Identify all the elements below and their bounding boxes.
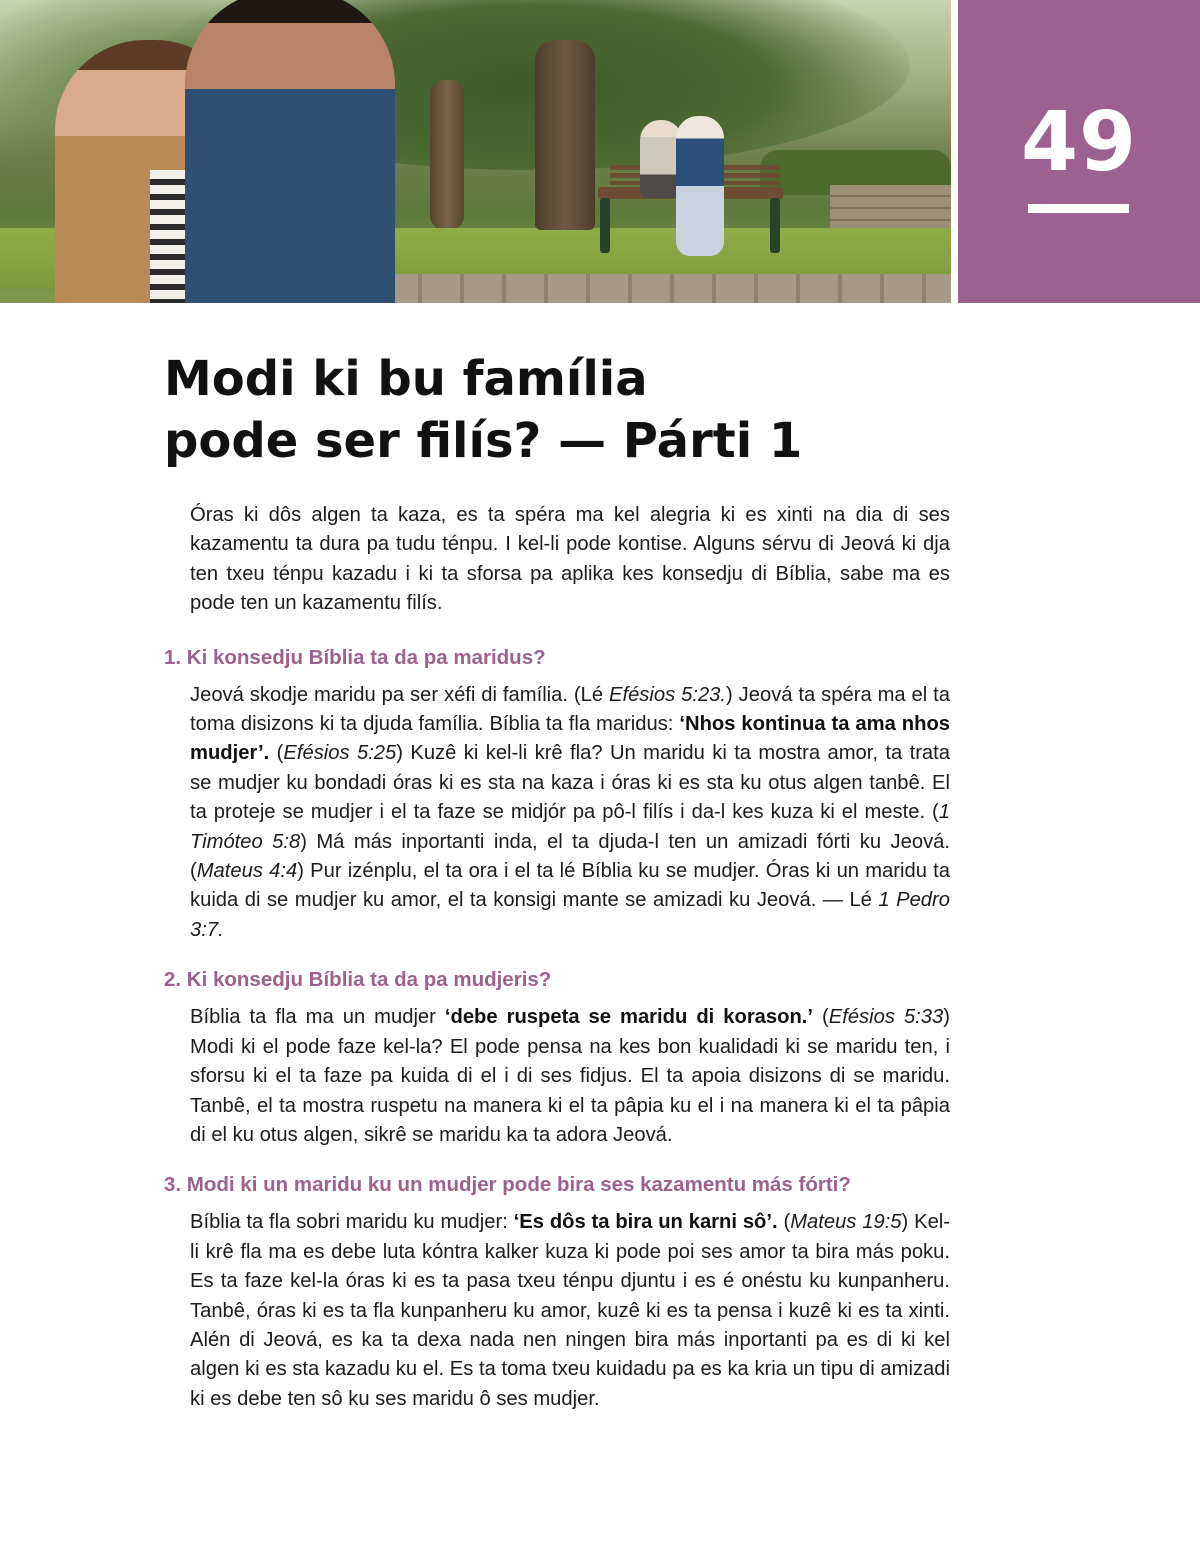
section-paragraph (190, 681, 950, 946)
text-run: Bíblia ta fla sobri maridu ku mudjer: (190, 1211, 514, 1234)
lesson-title-line-1: Modi ki bu família (164, 351, 648, 407)
text-run: ( (813, 1006, 829, 1029)
scripture-reference: Mateus 4:4 (196, 860, 298, 883)
text-run: ( (777, 1211, 791, 1234)
text-run: ( (269, 742, 284, 765)
elderly-woman-figure (676, 116, 724, 256)
tree-trunk (535, 40, 595, 230)
chapter-number: 49 (1020, 95, 1138, 190)
stone-wall-front (380, 274, 951, 303)
bible-quote: ‘Es dôs ta bira un karni sô’. (513, 1211, 778, 1234)
section-3 (164, 1170, 950, 1414)
section-heading: 1. Ki konsedju Bíblia ta da pa maridus? (164, 645, 546, 669)
lesson-title (164, 348, 964, 472)
section-heading: 3. Modi ki un maridu ku un mudjer pode bira ses kazamentu más fórti? (164, 1173, 851, 1197)
section-heading: 2. Ki konsedju Bíblia ta da pa mudjeris? (164, 968, 552, 992)
text-run: Bíblia ta fla ma un mudjer (190, 1006, 445, 1029)
chapter-number-block (958, 0, 1200, 303)
scripture-reference: Efésios 5:23. (609, 683, 727, 706)
lesson-content (164, 501, 950, 1434)
text-run: ) Kuzê ki kel-li krê fla? Un maridu ki ta mostra amor, ta trata se mudjer ku bondadi óras ki es sta na kaza i óras ki es sta ku otus algen tanbê. El ta proteje se mudjer i el ta faze se midjór pa pô-l filís i da-l kes kuza ki el meste. ( (190, 742, 950, 824)
scripture-reference: 1 Pedro 3:7. (190, 889, 950, 941)
bench-leg (600, 198, 610, 253)
section-1 (164, 643, 950, 946)
scripture-reference: 1 Timóteo 5:8 (190, 801, 950, 853)
chapter-rule (1028, 204, 1129, 213)
scripture-reference: Mateus 19:5 (790, 1211, 902, 1234)
header-photo (0, 0, 951, 303)
section-2 (164, 965, 950, 1150)
intro-paragraph: Óras ki dôs algen ta kaza, es ta spéra ma kel alegria ki es xinti na dia di ses kazamentu ta dura pa tudu ténpu. I kel-li pode kontise. Alguns sérvu di Jeová ki dja ten txeu ténpu kazadu i ki ta sforsa pa aplika kes konsedju di Bíblia, sabe ma es pode ten un kazamentu filís. (190, 504, 950, 615)
section-paragraph (190, 1208, 950, 1414)
scripture-reference: Efésios 5:25 (283, 742, 397, 765)
bible-quote: ‘Nhos kontinua ta ama nhos mudjer’. (190, 713, 951, 765)
bible-quote: ‘debe ruspeta se maridu di korason.’ (444, 1006, 814, 1029)
text-run: ) Modi ki el pode faze kel-la? El pode pensa na kes bon kualidadi ki se maridu ten, i sforsu ki el ta faze pa kuida di el i di ses fidjus. El ta apoia disizons di se maridu. Tanbê, el ta mostra ruspetu na manera ki el ta pâpia ku el i na manera ki el ta pâpia di el ku otus algen, sikrê se maridu ka ta adora Jeová. (190, 1006, 950, 1146)
lesson-title-line-2: pode ser filís? — Párti 1 (164, 413, 803, 469)
text-run: ) Pur izénplu, el ta ora i el ta lé Bíblia ku se mudjer. Óras ki un maridu ta kuida di se mudjer ku amor, el ta konsigi mante se amizadi ku Jeová. — Lé (190, 860, 950, 912)
young-man-figure (185, 0, 395, 303)
tree-trunk-small (430, 80, 464, 230)
text-run: ) Jeová ta spéra ma el ta toma disizons ki ta djuda família. Bíblia ta fla maridus: (190, 683, 950, 736)
text-run: ) Kel-li krê fla ma es debe luta kóntra kalker kuza ki pode poi ses amor ta bira más poku. Es ta faze kel-la óras ki es ta pasa txeu ténpu djuntu i es é onéstu ku kunpanheru. Tanbê, óras ki es ta fla kunpanheru ku amor, kuzê ki es ta pensa i kuzê ki es ta xinti. Alén di Jeová, es ka ta dexa nada nen ningen bira más inportanti pa es di ki kel algen ki es sta kazadu ku el. Es ta toma txeu kuidadu pa es ka kria un tipu di amizadi ki es debe ten sô ku ses maridu ô ses mudjer. (190, 1211, 950, 1410)
scripture-reference: Efésios 5:33 (828, 1006, 944, 1029)
section-paragraph (190, 1003, 950, 1150)
bench-leg (770, 198, 780, 253)
text-run: Jeová skodje maridu pa ser xéfi di família. (Lé (190, 683, 609, 706)
text-run: ) Má más inportanti inda, el ta djuda-l ten un amizadi fórti ku Jeová. ( (190, 830, 951, 883)
